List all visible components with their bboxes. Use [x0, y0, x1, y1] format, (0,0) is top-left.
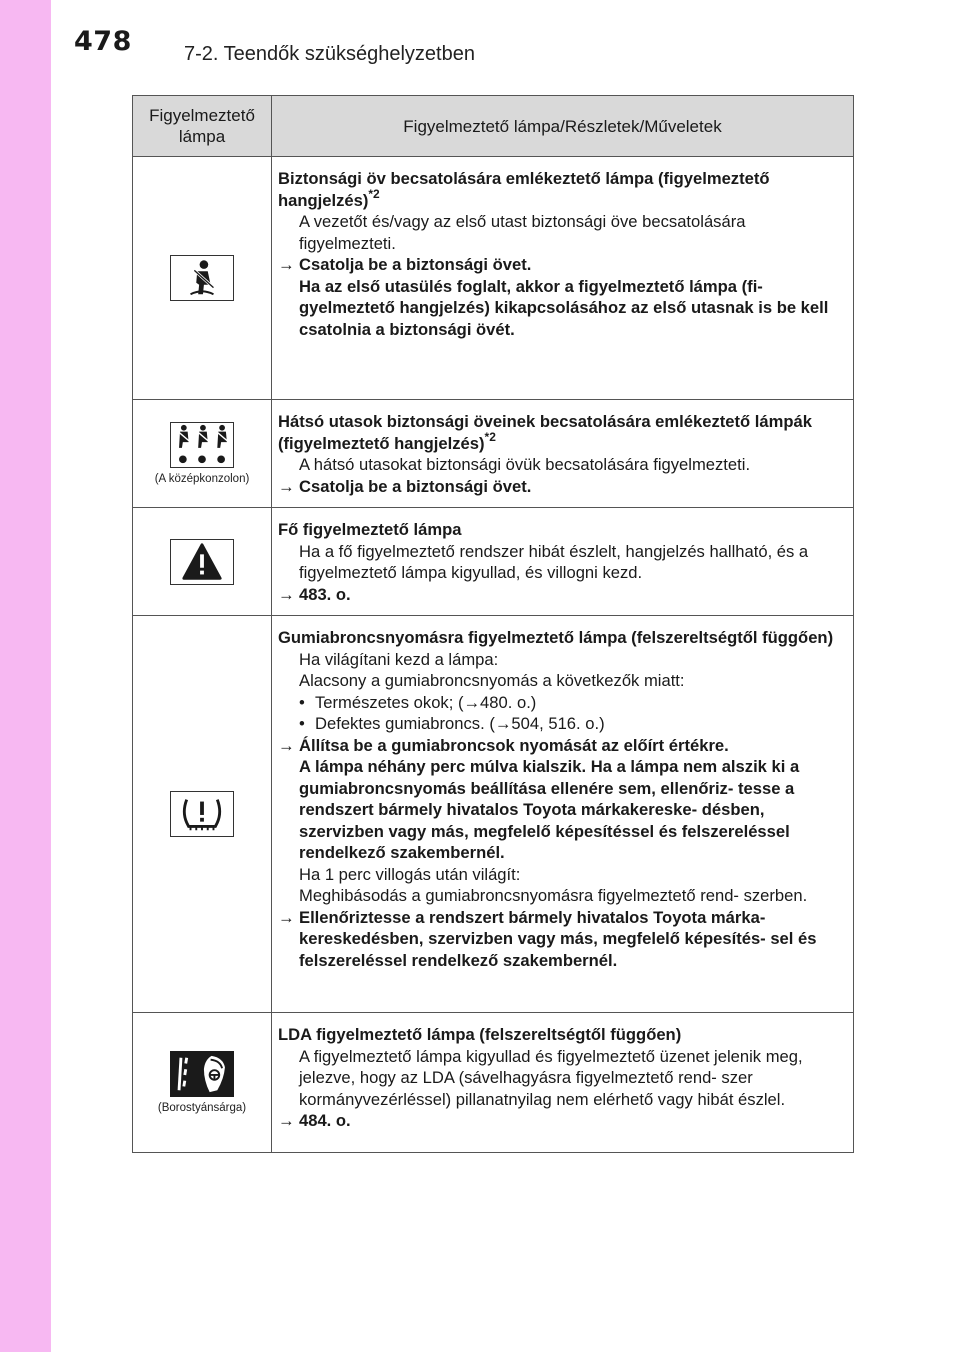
rear-seatbelt-icon	[170, 422, 234, 468]
col-header-details: Figyelmeztető lámpa/Részletek/Műveletek	[272, 96, 854, 157]
action-line	[278, 907, 845, 972]
details-cell	[272, 157, 854, 400]
bullet-text: Defektes gumiabroncs. (→504, 516. o.)	[315, 714, 605, 733]
col-header-lamp: Figyelmeztető lámpa	[133, 96, 272, 157]
lamp-description: A figyelmeztető lámpa kigyullad és figyelmeztető üzenet jelenik meg, jelezve, hogy az LDA (sávelhagyásra figyelmeztető rend- szer kormányvezérléssel) pillanatnyilag nem elérhető vagy hibát észlel.	[299, 1046, 803, 1109]
action-text: Ellenőriztesse a rendszert bármely hivatalos Toyota márka- kereskedésben, szervizben vagy más, megfelelő képesítés- sel és felszereléssel rendelkező szakembernél.	[299, 907, 817, 970]
action-text: Állítsa be a gumiabroncsok nyomását az előírt értékre.	[299, 735, 729, 755]
page-number: 478	[74, 26, 132, 57]
tire-pressure-icon	[170, 791, 234, 837]
details-cell	[272, 508, 854, 616]
action-line	[278, 1110, 845, 1132]
list-item	[278, 692, 845, 714]
details-cell	[272, 1013, 854, 1153]
arrow-icon: →	[278, 476, 295, 496]
lamp-description: Ha 1 perc villogás után világít:	[299, 864, 521, 884]
lamp-description: A hátsó utasokat biztonsági övük becsatolására figyelmezteti.	[299, 455, 751, 474]
table-row	[133, 400, 854, 508]
table-row	[133, 157, 854, 400]
details-cell	[272, 616, 854, 1013]
icon-cell	[133, 400, 272, 508]
master-warning-icon	[170, 539, 234, 585]
table-row	[133, 616, 854, 1013]
icon-cell	[133, 508, 272, 616]
table-row	[133, 508, 854, 616]
arrow-icon: →	[278, 584, 295, 604]
section-title: 7-2. Teendők szükséghelyzetben	[184, 43, 475, 65]
warning-lamp-table	[132, 95, 854, 1153]
icon-cell	[133, 616, 272, 1013]
lamp-title: LDA figyelmeztető lámpa (felszereltségtől függően)	[278, 1025, 682, 1044]
lamp-title: Gumiabroncsnyomásra figyelmeztető lámpa (felszereltségtől függően)	[278, 628, 834, 647]
icon-caption: (A középkonzolon)	[154, 473, 250, 485]
seatbelt-icon	[170, 255, 234, 301]
details-cell	[272, 400, 854, 508]
action-detail: Ha az első utasülés foglalt, akkor a figyelmeztető lámpa (fi- gyelmeztető hangjelzés) kikapcsolásához az első utasnak is be kell csatolnia a biztonsági övét.	[299, 276, 829, 339]
lamp-description: Alacsony a gumiabroncsnyomás a következők miatt:	[299, 671, 685, 690]
arrow-icon: →	[278, 735, 295, 755]
icon-caption: (Borostyánsárga)	[157, 1102, 247, 1114]
lamp-description: Meghibásodás a gumiabroncsnyomásra figyelmeztető rend- szerben.	[299, 886, 808, 905]
action-text: Csatolja be a biztonsági övet.	[299, 255, 532, 274]
icon-cell	[133, 1013, 272, 1153]
table-header-row	[133, 96, 854, 157]
icon-cell	[133, 157, 272, 400]
lamp-title: Biztonsági öv becsatolására emlékeztető lámpa (figyelmeztető hangjelzés)$^{*2}$	[278, 169, 770, 210]
table-row	[133, 1013, 854, 1153]
page-reference: 483. o.	[299, 584, 351, 604]
arrow-icon: →	[278, 255, 295, 274]
bullet: •	[299, 714, 305, 733]
arrow-icon: →	[278, 907, 295, 927]
lda-icon	[170, 1051, 234, 1097]
lamp-title: Hátsó utasok biztonsági öveinek becsatolására emlékeztető lámpák (figyelmeztető hangjelzés)$^{*2}$	[278, 412, 812, 453]
action-line	[278, 584, 845, 606]
action-text: Csatolja be a biztonsági övet.	[299, 476, 532, 496]
action-line	[278, 735, 845, 757]
page-reference: 484. o.	[299, 1111, 351, 1130]
arrow-icon: →	[278, 1111, 295, 1130]
bullet-text: Természetes okok; (→480. o.)	[315, 692, 537, 712]
action-line	[278, 254, 845, 276]
list-item	[278, 713, 845, 735]
action-line	[278, 476, 845, 498]
lamp-description: Ha a fő figyelmeztető rendszer hibát észlelt, hangjelzés hallható, és a figyelmeztető lámpa kigyullad, és villogni kezd.	[299, 541, 809, 582]
side-color-strip	[0, 0, 51, 1352]
action-detail: A lámpa néhány perc múlva kialszik. Ha a lámpa nem alszik ki a gumiabroncsnyomás beállítása ellenére sem, ellenőriz- tesse a rendszert bármely hivatalos Toyota márkakereske- désben, szervizben vagy más, megfelelő képesítéssel és felszereléssel rendelkező szakembernél.	[299, 757, 800, 862]
bullet: •	[299, 692, 305, 712]
lamp-description: Ha világítani kezd a lámpa:	[299, 649, 499, 669]
lamp-title: Fő figyelmeztető lámpa	[278, 520, 462, 539]
lamp-description: A vezetőt és/vagy az első utast biztonsági öve becsatolására figyelmezteti.	[299, 212, 746, 253]
